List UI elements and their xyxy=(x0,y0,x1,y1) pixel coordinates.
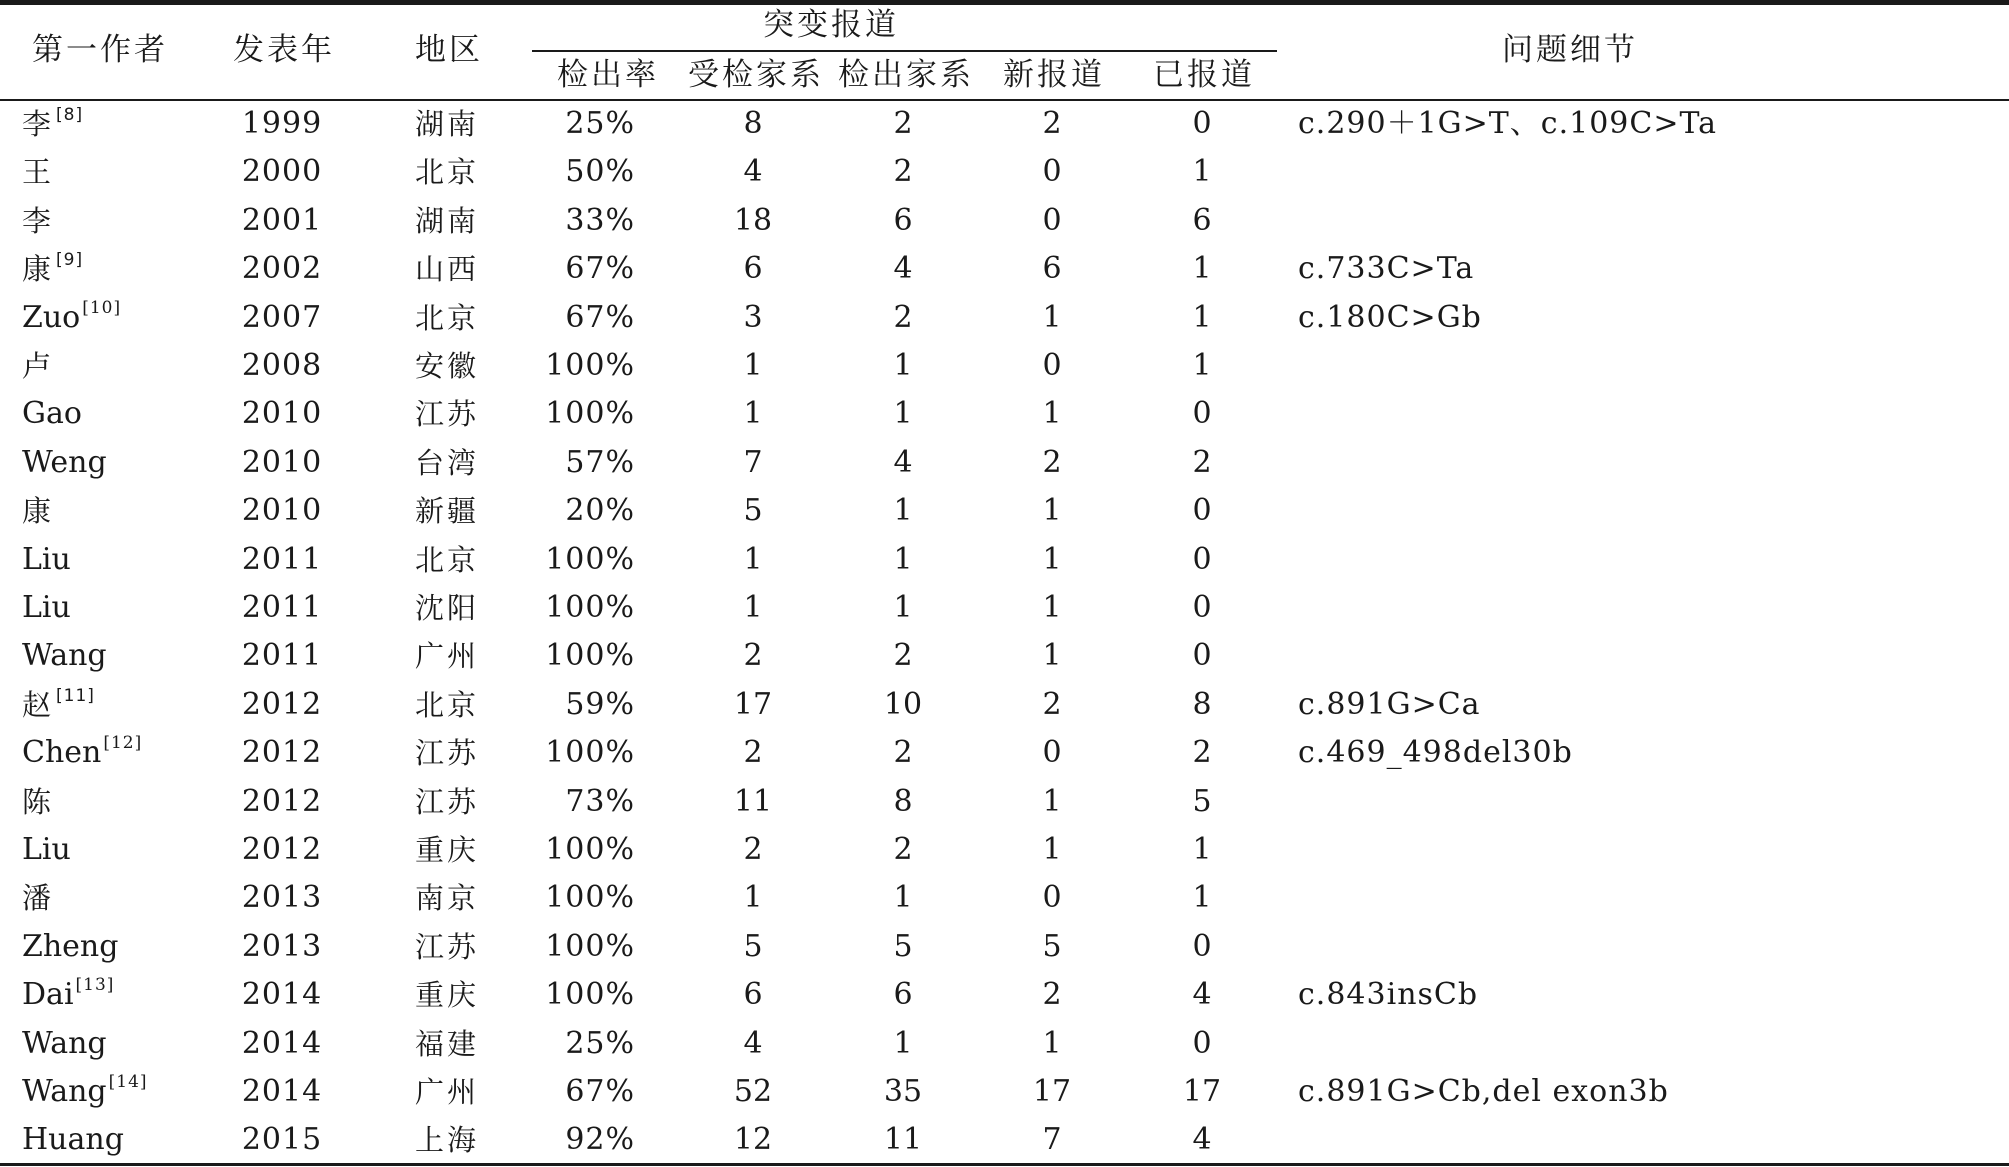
cell-author xyxy=(22,1074,148,1110)
cell-year: 2011 xyxy=(241,590,323,625)
author-name: 康 xyxy=(22,494,55,529)
cell-detected: 10 xyxy=(883,686,923,722)
cell-region: 重庆 xyxy=(414,833,480,867)
cell-region: 江苏 xyxy=(414,929,480,964)
cell-rate: 59% xyxy=(565,686,635,722)
cell-region: 湖南 xyxy=(414,203,480,238)
cell-detected: 2 xyxy=(893,735,913,771)
table-row xyxy=(0,1020,2009,1068)
author-name: Gao xyxy=(22,396,82,432)
reference-citation: [14] xyxy=(108,1072,148,1092)
cell-detected: 2 xyxy=(893,299,913,335)
cell-reported: 0 xyxy=(1192,1025,1212,1061)
cell-rate: 100% xyxy=(545,541,635,577)
table-row xyxy=(0,294,2009,342)
cell-new: 0 xyxy=(1042,348,1062,383)
cell-detected: 4 xyxy=(893,251,913,287)
author-name: Wang xyxy=(22,1025,107,1061)
header-region: 地区 xyxy=(415,32,483,68)
cell-rate: 67% xyxy=(565,1074,635,1109)
cell-author xyxy=(22,203,54,239)
cell-tested: 2 xyxy=(743,735,763,771)
cell-year: 2014 xyxy=(241,1025,323,1061)
table-row xyxy=(0,826,2009,874)
cell-reported: 1 xyxy=(1192,299,1212,335)
table-row xyxy=(0,923,2009,971)
cell-tested: 1 xyxy=(743,590,763,625)
cell-detected: 1 xyxy=(893,493,913,529)
cell-year: 2011 xyxy=(241,541,323,577)
cell-author xyxy=(22,880,54,916)
cell-new: 0 xyxy=(1042,202,1062,238)
cell-author xyxy=(22,542,71,578)
cell-tested: 2 xyxy=(743,638,763,674)
cell-author xyxy=(22,929,118,965)
cell-tested: 4 xyxy=(743,154,763,190)
cell-rate: 100% xyxy=(545,735,635,771)
cell-author xyxy=(22,1026,107,1062)
reference-citation: [9] xyxy=(56,250,84,271)
cell-detected: 6 xyxy=(893,202,913,238)
cell-rate: 57% xyxy=(565,444,635,480)
cell-region: 广州 xyxy=(414,1075,480,1109)
header-tested-families: 受检家系 xyxy=(688,57,824,93)
cell-rate: 100% xyxy=(545,880,635,916)
cell-author xyxy=(22,977,114,1013)
cell-author xyxy=(22,445,107,481)
table-row xyxy=(0,439,2009,487)
cell-rate: 100% xyxy=(545,928,635,964)
cell-tested: 1 xyxy=(743,880,763,916)
cell-tested: 12 xyxy=(733,1122,773,1158)
cell-tested: 5 xyxy=(743,493,763,529)
cell-author xyxy=(22,348,54,384)
cell-detected: 5 xyxy=(893,928,913,964)
cell-author xyxy=(22,735,142,771)
cell-new: 0 xyxy=(1042,880,1062,916)
cell-detected: 11 xyxy=(883,1122,923,1158)
cell-author xyxy=(22,687,95,723)
table-row xyxy=(0,584,2009,632)
cell-new: 0 xyxy=(1042,154,1062,190)
cell-reported: 6 xyxy=(1192,202,1212,238)
author-name: 王 xyxy=(22,155,55,190)
cell-reported: 0 xyxy=(1192,493,1212,529)
author-name: 康 xyxy=(22,252,55,287)
cell-region: 福建 xyxy=(414,1026,480,1061)
table-bottom-rule xyxy=(0,1163,2009,1166)
cell-author xyxy=(22,251,83,287)
cell-author xyxy=(22,493,54,529)
cell-detected: 1 xyxy=(893,880,913,916)
cell-rate: 67% xyxy=(565,299,635,335)
cell-new: 2 xyxy=(1042,106,1062,141)
cell-reported: 4 xyxy=(1192,1122,1212,1158)
cell-reported: 0 xyxy=(1192,638,1212,674)
cell-reported: 0 xyxy=(1192,928,1212,964)
cell-region: 新疆 xyxy=(414,494,480,529)
cell-rate: 92% xyxy=(565,1122,635,1158)
cell-new: 1 xyxy=(1042,493,1062,529)
cell-region: 江苏 xyxy=(414,736,480,771)
cell-region: 北京 xyxy=(414,687,480,722)
cell-reported: 1 xyxy=(1192,880,1212,916)
table-row xyxy=(0,390,2009,438)
cell-rate: 100% xyxy=(545,590,635,625)
cell-reported: 17 xyxy=(1182,1074,1222,1109)
cell-new: 1 xyxy=(1042,299,1062,335)
table-row xyxy=(0,681,2009,729)
cell-new: 1 xyxy=(1042,783,1062,819)
author-name: 潘 xyxy=(22,881,55,916)
cell-new: 6 xyxy=(1042,251,1062,287)
author-name: Dai xyxy=(22,977,74,1013)
cell-year: 2008 xyxy=(241,348,323,383)
cell-new: 1 xyxy=(1042,590,1062,625)
cell-tested: 17 xyxy=(733,686,773,722)
author-name: Huang xyxy=(22,1122,124,1158)
cell-year: 2012 xyxy=(241,783,323,819)
author-name: Liu xyxy=(22,541,71,577)
header-previously-reported: 已报道 xyxy=(1153,57,1255,93)
author-name: Liu xyxy=(22,590,71,625)
cell-region: 江苏 xyxy=(414,397,480,432)
cell-year: 2001 xyxy=(241,202,323,238)
header-author: 第一作者 xyxy=(32,32,168,68)
cell-new: 1 xyxy=(1042,832,1062,867)
cell-detected: 2 xyxy=(893,638,913,674)
header-year: 发表年 xyxy=(233,32,335,68)
table-row xyxy=(0,487,2009,535)
cell-tested: 2 xyxy=(743,832,763,867)
cell-new: 5 xyxy=(1042,928,1062,964)
cell-detected: 1 xyxy=(893,1025,913,1061)
cell-region: 安徽 xyxy=(414,349,480,383)
cell-detected: 1 xyxy=(893,590,913,625)
author-name: 李 xyxy=(22,107,55,141)
cell-reported: 2 xyxy=(1192,735,1212,771)
cell-region: 北京 xyxy=(414,155,480,190)
cell-rate: 25% xyxy=(565,1025,635,1061)
table-row xyxy=(0,148,2009,196)
header-detection-rate: 检出率 xyxy=(557,57,659,93)
cell-new: 2 xyxy=(1042,977,1062,1013)
cell-year: 2010 xyxy=(241,493,323,529)
author-name: 陈 xyxy=(22,784,55,819)
table-row xyxy=(0,729,2009,777)
cell-detected: 2 xyxy=(893,832,913,867)
cell-rate: 100% xyxy=(545,638,635,674)
cell-new: 17 xyxy=(1032,1074,1072,1109)
cell-detail: c.891G>Ca xyxy=(1298,686,1481,722)
cell-reported: 5 xyxy=(1192,783,1212,819)
cell-new: 1 xyxy=(1042,541,1062,577)
cell-reported: 1 xyxy=(1192,154,1212,190)
cell-tested: 11 xyxy=(733,783,773,819)
cell-author xyxy=(22,106,83,142)
cell-detected: 1 xyxy=(893,396,913,432)
reference-citation: [12] xyxy=(103,733,143,754)
author-name: Zuo xyxy=(22,299,81,335)
cell-rate: 25% xyxy=(565,106,635,141)
cell-reported: 8 xyxy=(1192,686,1212,722)
cell-author xyxy=(22,590,71,626)
cell-reported: 1 xyxy=(1192,348,1212,383)
cell-tested: 5 xyxy=(743,928,763,964)
cell-detail: c.891G>Cb,del exon3b xyxy=(1298,1074,1669,1109)
cell-reported: 0 xyxy=(1192,396,1212,432)
cell-author xyxy=(22,1122,124,1158)
cell-rate: 20% xyxy=(565,493,635,529)
author-name: Wang xyxy=(22,1074,107,1109)
cell-tested: 52 xyxy=(733,1074,773,1109)
cell-reported: 0 xyxy=(1192,590,1212,625)
cell-year: 2007 xyxy=(241,299,323,335)
cell-region: 北京 xyxy=(414,542,480,577)
cell-region: 山西 xyxy=(414,252,480,287)
author-name: 赵 xyxy=(22,687,55,722)
cell-tested: 6 xyxy=(743,977,763,1013)
cell-year: 2012 xyxy=(241,686,323,722)
table-row xyxy=(0,1068,2009,1116)
cell-rate: 73% xyxy=(565,783,635,819)
header-mutation-reports: 突变报道 xyxy=(763,7,899,43)
author-name: 卢 xyxy=(22,349,55,383)
author-name: Weng xyxy=(22,444,107,480)
cell-reported: 0 xyxy=(1192,106,1212,141)
cell-new: 1 xyxy=(1042,638,1062,674)
cell-detail: c.843insCb xyxy=(1298,977,1479,1013)
author-name: Liu xyxy=(22,832,71,867)
author-name: Chen xyxy=(22,735,102,771)
header-new-reports: 新报道 xyxy=(1003,57,1105,93)
cell-year: 2014 xyxy=(241,977,323,1013)
cell-region: 北京 xyxy=(414,300,480,335)
cell-reported: 1 xyxy=(1192,251,1212,287)
cell-new: 2 xyxy=(1042,444,1062,480)
cell-rate: 100% xyxy=(545,977,635,1013)
table-row xyxy=(0,632,2009,680)
cell-tested: 18 xyxy=(733,202,773,238)
cell-detected: 1 xyxy=(893,541,913,577)
cell-year: 2014 xyxy=(241,1074,323,1109)
cell-new: 0 xyxy=(1042,735,1062,771)
cell-region: 沈阳 xyxy=(414,591,480,625)
cell-tested: 4 xyxy=(743,1025,763,1061)
cell-reported: 4 xyxy=(1192,977,1212,1013)
cell-author xyxy=(22,297,122,336)
cell-author xyxy=(22,832,71,868)
table-row xyxy=(0,100,2009,148)
cell-detected: 4 xyxy=(893,444,913,480)
cell-reported: 1 xyxy=(1192,832,1212,867)
table-row xyxy=(0,197,2009,245)
cell-new: 7 xyxy=(1042,1122,1062,1158)
cell-year: 1999 xyxy=(241,106,323,141)
cell-rate: 100% xyxy=(545,396,635,432)
cell-year: 2011 xyxy=(241,638,323,674)
cell-region: 湖南 xyxy=(414,107,480,141)
cell-detected: 1 xyxy=(893,348,913,383)
cell-detected: 2 xyxy=(893,154,913,190)
cell-rate: 50% xyxy=(565,154,635,190)
cell-region: 上海 xyxy=(414,1123,480,1158)
cell-year: 2002 xyxy=(241,251,323,287)
header-details: 问题细节 xyxy=(1502,32,1638,68)
author-name: Wang xyxy=(22,638,107,674)
cell-year: 2012 xyxy=(241,735,323,771)
table-row xyxy=(0,1116,2009,1164)
table-row xyxy=(0,971,2009,1019)
cell-reported: 0 xyxy=(1192,541,1212,577)
cell-region: 广州 xyxy=(414,639,480,674)
author-name: Zheng xyxy=(22,928,119,964)
table-row xyxy=(0,245,2009,293)
cell-tested: 6 xyxy=(743,251,763,287)
table-row xyxy=(0,778,2009,826)
cell-rate: 33% xyxy=(565,202,635,238)
cell-author xyxy=(22,638,107,674)
cell-author xyxy=(22,154,54,190)
cell-tested: 1 xyxy=(743,348,763,383)
reference-citation: [8] xyxy=(56,105,84,125)
cell-region: 南京 xyxy=(414,881,480,916)
cell-detected: 6 xyxy=(893,977,913,1013)
cell-detail: c.733C>Ta xyxy=(1298,251,1475,287)
cell-year: 2012 xyxy=(241,832,323,867)
cell-new: 2 xyxy=(1042,686,1062,722)
cell-tested: 3 xyxy=(743,299,763,335)
cell-year: 2010 xyxy=(241,444,323,480)
header-detected-families: 检出家系 xyxy=(838,57,974,93)
author-name: 李 xyxy=(22,203,55,238)
table-row xyxy=(0,536,2009,584)
cell-region: 重庆 xyxy=(414,978,480,1013)
cell-year: 2015 xyxy=(241,1122,323,1158)
cell-detail: c.180C>Gb xyxy=(1298,299,1482,335)
cell-detected: 35 xyxy=(883,1074,923,1109)
cell-tested: 1 xyxy=(743,396,763,432)
cell-tested: 8 xyxy=(743,106,763,141)
cell-tested: 7 xyxy=(743,444,763,480)
cell-rate: 67% xyxy=(565,251,635,287)
cell-year: 2013 xyxy=(241,928,323,964)
cell-region: 江苏 xyxy=(414,784,480,819)
cell-detected: 8 xyxy=(893,783,913,819)
cell-year: 2013 xyxy=(241,880,323,916)
cell-rate: 100% xyxy=(545,832,635,867)
table-row xyxy=(0,342,2009,390)
cell-year: 2000 xyxy=(241,154,323,190)
cell-detected: 2 xyxy=(893,106,913,141)
cell-new: 1 xyxy=(1042,1025,1062,1061)
cell-detail: c.469_498del30b xyxy=(1298,735,1573,771)
table-row xyxy=(0,874,2009,922)
cell-region: 台湾 xyxy=(414,445,480,480)
reference-citation: [11] xyxy=(56,685,95,706)
cell-year: 2010 xyxy=(241,396,323,432)
cell-author xyxy=(22,396,82,432)
reference-citation: [13] xyxy=(75,975,115,996)
cell-reported: 2 xyxy=(1192,444,1212,480)
header-group-rule xyxy=(532,50,1277,52)
cell-detail: c.290＋1G>T、c.109C>Ta xyxy=(1298,106,1718,141)
table-top-rule xyxy=(0,0,2009,5)
cell-new: 1 xyxy=(1042,396,1062,432)
cell-tested: 1 xyxy=(743,541,763,577)
cell-author xyxy=(22,784,54,820)
reference-citation: [10] xyxy=(82,297,122,318)
cell-rate: 100% xyxy=(545,348,635,383)
